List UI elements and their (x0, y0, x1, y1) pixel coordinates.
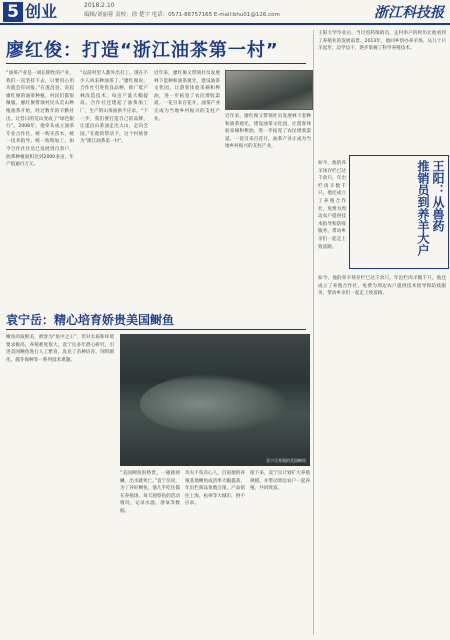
photo-caption: 袁宁岳养殖的美国鲥鱼 (266, 458, 306, 463)
newspaper-masthead-logo: 浙江科技报 (374, 5, 444, 21)
sturgeon-fish-photo (120, 334, 310, 466)
article3-intro: 王阳大学毕业后，当过兽药推销员，走村串户的经历让他看到了养殖业的发展前景。2013年，他回乡创办养羊场，从几十只羊起步，边学边干，逐步掌握了科学养殖技术。 (318, 31, 446, 52)
article3-headline-line2: 推销员到养羊大户 (416, 160, 430, 256)
article3-body: 如今，他的养羊场存栏已达千余只，年出栏肉羊数千只。他还成立了养殖合作社，免费为周边农户提供技术指导和防疫服务，带动乡亲们一起走上致富路。 (318, 276, 446, 297)
page-number: 5 (3, 2, 23, 22)
page-header (0, 0, 450, 26)
column-separator (313, 30, 314, 635)
fish-image (140, 374, 290, 434)
article2-column-4: 接下来，袁宁岳计划扩大养殖规模，并带动周边农户一起养殖，共同致富。 (250, 471, 310, 492)
article1-column-4: 近年来，廖红俊又带领社员发展林下套种和油茶观光，建设油茶文化园，让游客体验采摘和榨油，进一步拓宽了农民增收渠道。一花引来百花开，油茶产业正成为当地乡村振兴的支柱产业。 (225, 114, 311, 150)
article2-column-2: “美国鲥鱼很娇贵，一碰就掉鳞，出水就死亡。”袁宁岳说，为了养好鲥鱼，他几乎吃住都在养殖场，每天观察鱼的活动情况，记录水温、溶氧等数据。 (120, 471, 180, 514)
article1-column-2: “以前村里人都外出打工，现在不少人回来种油茶了。”廖红俊说，合作社引进优良品种，推广低产林改造技术，每亩产量大幅提高。合作社还建起了油茶加工厂，生产的山茶油供不应求。“下一步，我们要打造自己的品牌，让遂昌山茶油走出大山，走向全国。”在他的带动下，这个村被誉为“浙江油茶第一村”。 (80, 71, 148, 145)
header-rule (0, 23, 450, 25)
article3-headline-line1: 王阳：从兽药 (431, 160, 445, 232)
article3-side-column: 如今，他的养羊场存栏已达千余只，年出栏肉羊数千只。他还成立了养殖合作社，免费为周边农户提供技术指导和防疫服务，带动乡亲们一起走上致富路。 (318, 161, 346, 250)
article2-headline: 袁宁岳：精心培育娇贵美国鲥鱼 (6, 313, 175, 327)
article1-column-3: 近年来，廖红俊又带领社员发展林下套种和油茶观光，建设油茶文化园，让游客体验采摘和榨油，进一步拓宽了农民增收渠道。一花引来百花开，油茶产业正成为当地乡村振兴的支柱产业。 (154, 71, 220, 122)
issue-date: 2018.2.10 (84, 2, 115, 9)
section-name: 创业 (25, 2, 58, 21)
article1-column-1: “油茶产业是一项长期性的产业，我们一直坚持下去，只要用心用功就会有回报。”在遂昌县，说起廖红俊的油茶种植，村民们都很佩服。廖红俊带领村民从荒山种植油茶开始，经过数年的辛勤付出，让昔日的荒山变成了“绿色银行”。2008年，他牵头成立油茶专业合作社，统一购买苗木、统一技术指导、统一收购加工。如今合作社社员已发展到百余户，油茶种植面积达到2000多亩，年产值逾百万元。 (6, 71, 74, 168)
article1-headline: 廖红俊：打造“浙江油茶第一村” (6, 40, 279, 61)
article1-rule (6, 63, 306, 64)
article2-column-1: 鲥鱼肉质鲜美，被誉为“鱼中之王”，但对水质和环境要求极高，养殖难度很大。袁宁岳多年潜心研究，引进美国鲥鱼进行人工繁育，攻克了苗种培育、饲料驯化、越冬保种等一系列技术难题。 (6, 335, 114, 363)
article2-column-3: 功夫不负有心人，目前他的养殖基地鲥鱼成活率大幅提高，年出栏商品鱼数万尾，产品销往上海、杭州等大城市，供不应求。 (185, 471, 245, 507)
article1-photo (225, 70, 313, 110)
editor-contact: 编辑/刘丽蓉 责校：徐 楚宇 电话：0571-86757165 E-mail:bhu01@126.com (84, 12, 280, 18)
article2-rule (6, 329, 306, 330)
